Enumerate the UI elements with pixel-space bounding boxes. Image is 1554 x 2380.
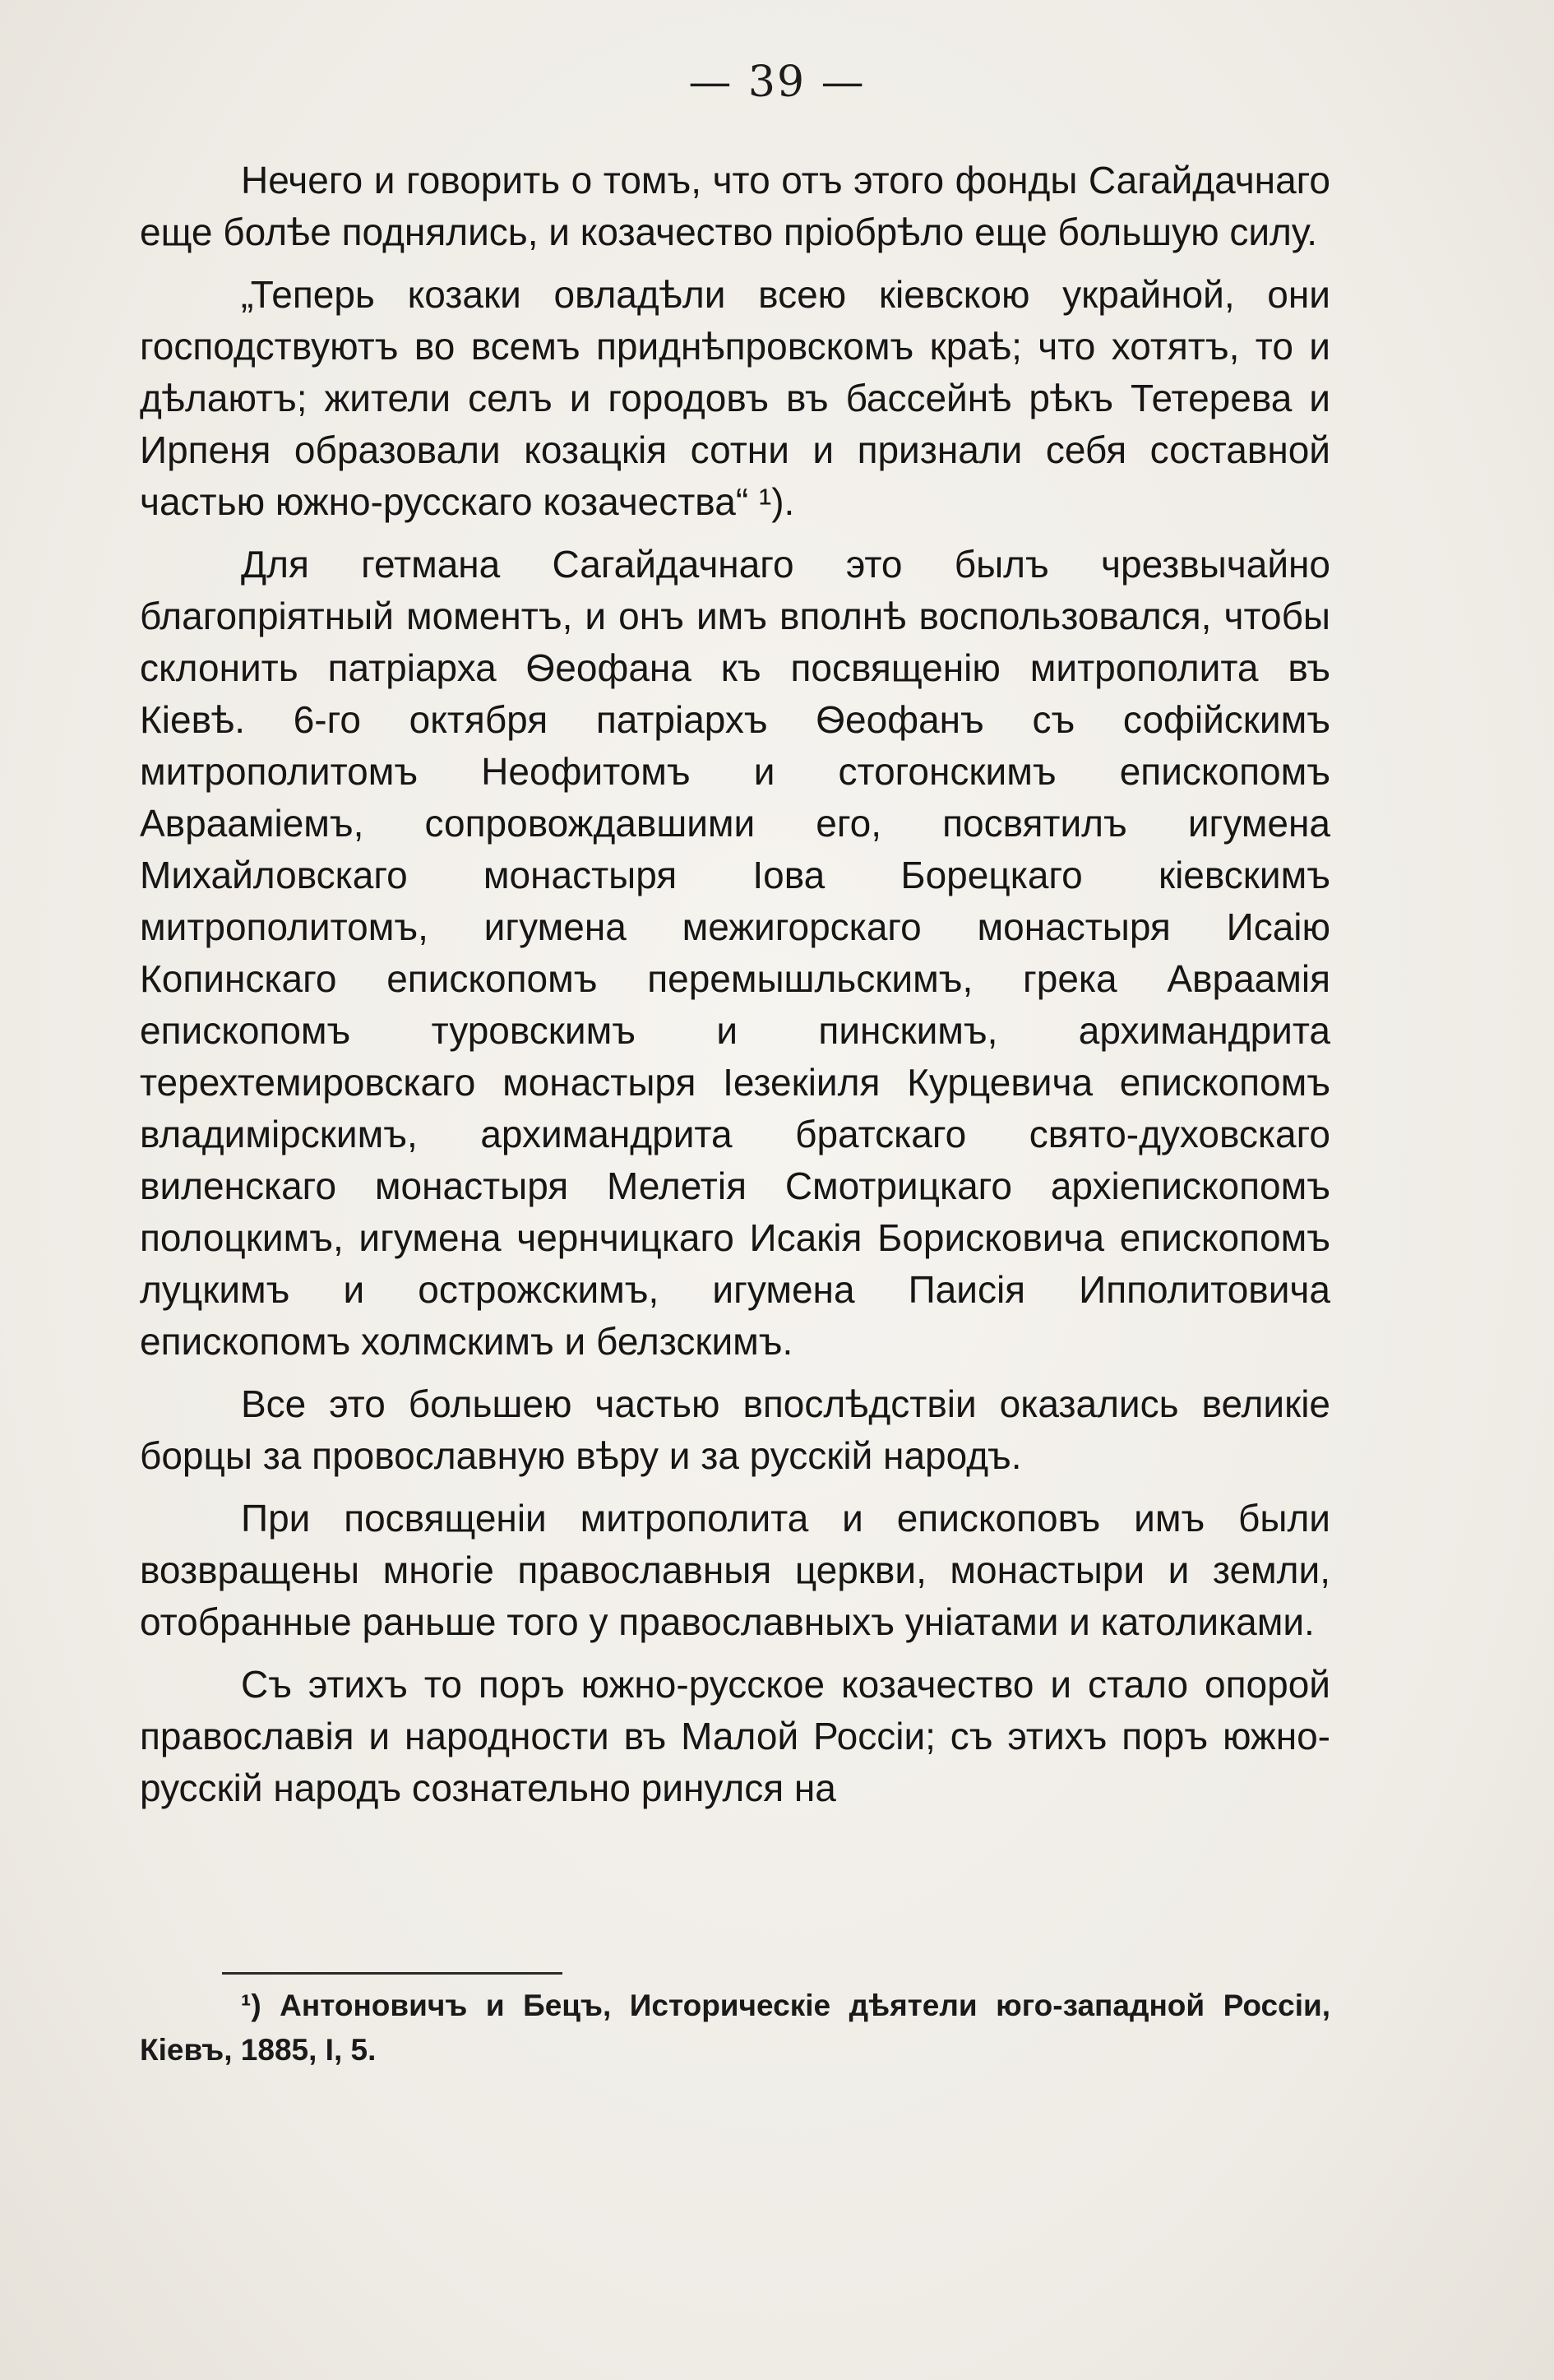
paragraph-1: Нечего и говорить о томъ, что отъ этого фонды Сагайдачнаго еще болѣе поднялись, и козачество пріобрѣло еще большую силу. (140, 159, 1330, 253)
footnote-divider (222, 1972, 562, 1975)
paragraph-5: При посвященіи митрополита и епископовъ имъ были возвращены многіе православныя церкви, монастыри и земли, отобранные раньше того у православныхъ уніатами и католиками. (140, 1497, 1330, 1643)
paragraph-4: Все это большею частью впослѣдствіи оказались великіе борцы за провославную вѣру и за русскій народъ. (140, 1382, 1330, 1477)
footnote: ¹) Антоновичъ и Бецъ, Историческіе дѣятели юго-западной Россіи, Кіевъ, 1885, I, 5. (140, 1989, 1330, 2067)
body-text (140, 155, 1330, 1825)
paragraph-6: Съ этихъ то поръ южно-русское козачество и стало опорой православія и народности въ Малой Россіи; съ этихъ поръ южно-русскій народъ сознательно ринулся на (140, 1663, 1330, 1809)
page-number: — 39 — (688, 58, 866, 107)
paragraph-3: Для гетмана Сагайдачнаго это былъ чрезвычайно благопріятный моментъ, и онъ имъ вполнѣ воспользовался, чтобы склонить патріарха Ѳеофана къ посвященію митрополита въ Кіевѣ. 6-го октября патріархъ Ѳеофанъ съ софійскимъ митрополитомъ Неофитомъ и стогонскимъ епископомъ Аврааміемъ, сопровождавшими его, посвятилъ игумена Михайловскаго монастыря Іова Борецкаго кіевскимъ митрополитомъ, игумена межигорскаго монастыря Исаію Копинскаго епископомъ перемышльскимъ, грека Авраамія епископомъ туровскимъ и пинскимъ, архимандрита терехтемировскаго монастыря Іезекіиля Курцевича епископомъ владимірскимъ, архимандрита братскаго свято-духовскаго виленскаго монастыря Мелетія Смотрицкаго архіепископомъ полоцкимъ, игумена чернчицкаго Исакія Борисковича епископомъ луцкимъ и острожскимъ, игумена Паисія Ипполитовича епископомъ холмскимъ и белзскимъ. (140, 543, 1330, 1363)
paragraph-2-quote: „Теперь козаки овладѣли всею кіевскою украйной, они господствуютъ во всемъ приднѣпровскомъ краѣ; что хотятъ, то и дѣлаютъ; жители селъ и городовъ въ бассейнѣ рѣкъ Тетерева и Ирпеня образовали козацкія сотни и признали себя составной частью южно-русскаго козачества“ ¹). (140, 273, 1330, 523)
